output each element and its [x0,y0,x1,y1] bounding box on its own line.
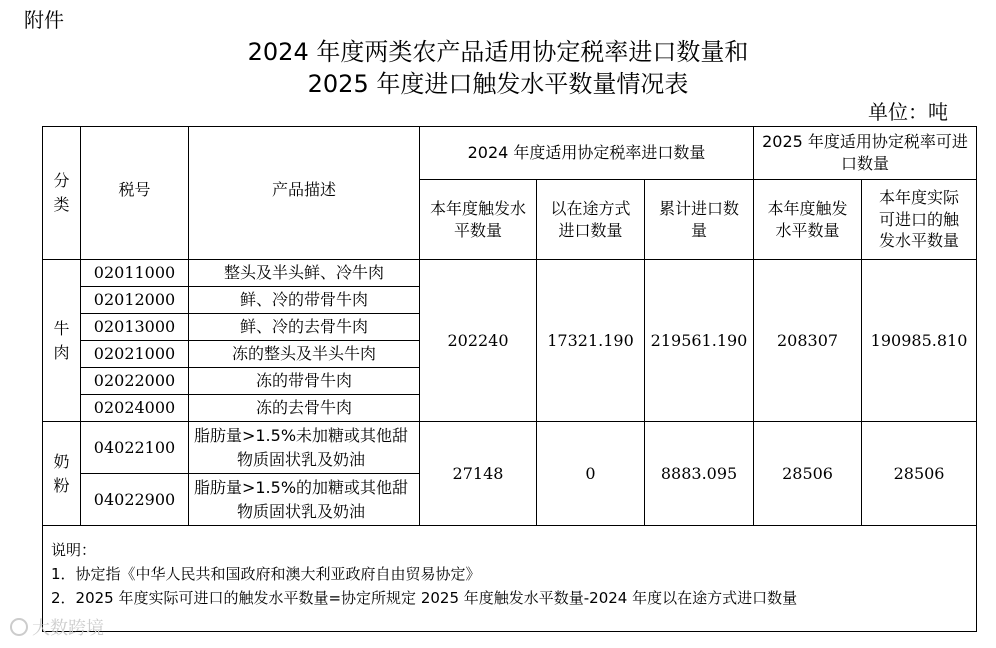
unit-label: 单位：吨 [868,100,948,124]
header-tariff-code: 税号 [81,127,189,260]
tariff-code-cell: 02024000 [81,395,189,422]
notes-cell [43,526,977,632]
note-2: 2．2025 年度实际可进口的触发水平数量=协定所规定 2025 年度触发水平数量-2024 年度以在途方式进口数量 [51,589,798,607]
header-description: 产品描述 [189,127,420,260]
header-actual-2025: 本年度实际可进口的触发水平数量 [862,180,977,260]
beef-trigger-2025: 208307 [754,260,862,422]
description-cell: 鲜、冷的带骨牛肉 [189,287,420,314]
header-category: 分类 [43,127,81,260]
header-in-transit: 以在途方式进口数量 [537,180,645,260]
tariff-code-cell: 02013000 [81,314,189,341]
notes-heading: 说明： [51,541,97,559]
milk-trigger-2024: 27148 [420,422,537,526]
tariff-code-cell: 02022000 [81,368,189,395]
milk-actual-2025: 28506 [862,422,977,526]
category-milk-powder: 奶粉 [43,422,81,526]
table-row [43,260,977,287]
description-cell: 冻的整头及半头牛肉 [189,341,420,368]
milk-trigger-2025: 28506 [754,422,862,526]
milk-in-transit: 0 [537,422,645,526]
description-cell: 冻的去骨牛肉 [189,395,420,422]
description-cell: 脂肪量>1.5%未加糖或其他甜物质固状乳及奶油 [189,422,420,474]
note-1: 1．协定指《中华人民共和国政府和澳大利亚政府自由贸易协定》 [51,565,481,583]
page-title-line2: 2025 年度进口触发水平数量情况表 [307,70,689,98]
beef-actual-2025: 190985.810 [862,260,977,422]
header-row-1 [43,127,977,180]
watermark [10,614,104,640]
header-group-2025: 2025 年度适用协定税率可进口数量 [754,127,977,180]
description-cell: 整头及半头鲜、冷牛肉 [189,260,420,287]
beef-trigger-2024: 202240 [420,260,537,422]
beef-cumulative: 219561.190 [645,260,754,422]
beef-in-transit: 17321.190 [537,260,645,422]
page-title-line1: 2024 年度两类农产品适用协定税率进口数量和 [247,38,749,66]
header-group-2024: 2024 年度适用协定税率进口数量 [420,127,754,180]
table-row [43,422,977,474]
quota-table [42,126,977,632]
header-trigger-2025: 本年度触发水平数量 [754,180,862,260]
header-trigger-2024: 本年度触发水平数量 [420,180,537,260]
notes-row [43,526,977,632]
watermark-logo-icon [10,618,28,636]
attachment-label: 附件 [24,8,64,32]
watermark-text: 大数跨境 [32,618,104,639]
category-beef: 牛肉 [43,260,81,422]
tariff-code-cell: 04022900 [81,474,189,526]
description-cell: 鲜、冷的去骨牛肉 [189,314,420,341]
tariff-code-cell: 02012000 [81,287,189,314]
header-cumulative: 累计进口数量 [645,180,754,260]
description-cell: 脂肪量>1.5%的加糖或其他甜物质固状乳及奶油 [189,474,420,526]
tariff-code-cell: 02021000 [81,341,189,368]
tariff-code-cell: 02011000 [81,260,189,287]
tariff-code-cell: 04022100 [81,422,189,474]
milk-cumulative: 8883.095 [645,422,754,526]
description-cell: 冻的带骨牛肉 [189,368,420,395]
